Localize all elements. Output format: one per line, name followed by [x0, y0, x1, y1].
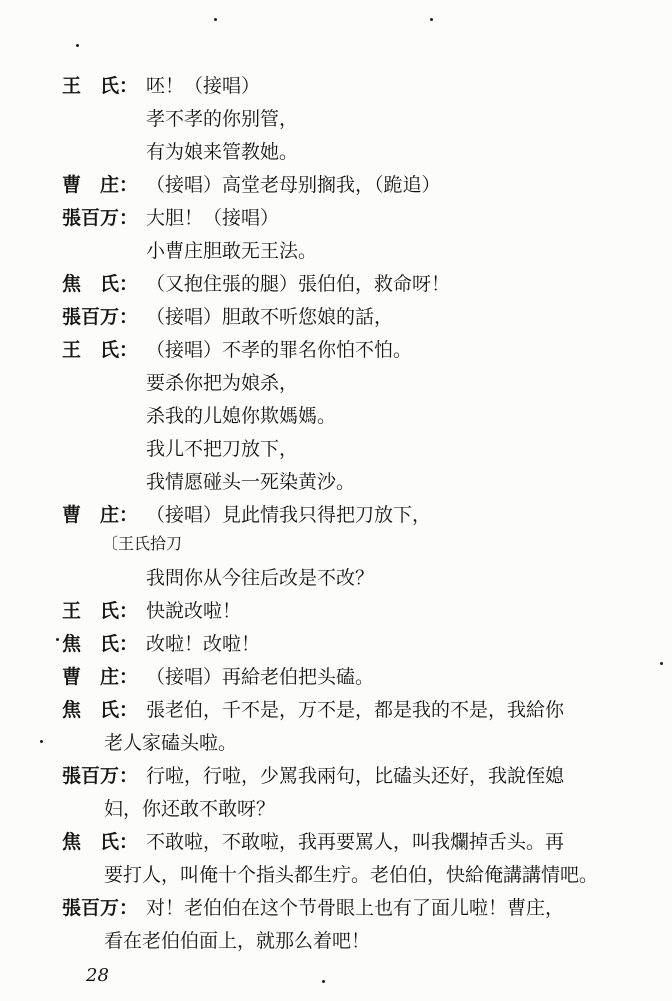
dialogue-line — [0, 301, 672, 333]
dialogue-line — [0, 400, 672, 432]
dialogue-text: （接唱）胆敢不听您娘的話， — [146, 306, 394, 328]
dialogue-continuation: 要打人，叫俺十个指头都生疔。老伯伯，快給俺講講情吧。 — [104, 864, 599, 886]
dialogue-line — [0, 760, 672, 792]
dialogue-line — [0, 433, 672, 465]
dialogue-line — [0, 334, 672, 366]
sung-verse: 孝不孝的你别管， — [146, 108, 299, 130]
dialogue-line — [0, 826, 672, 858]
sung-verse: 我情愿碰头一死染黄沙。 — [146, 471, 356, 493]
dialogue-line — [0, 628, 672, 660]
sung-verse: 杀我的儿媳你欺媽媽。 — [146, 405, 337, 427]
print-speck — [430, 18, 433, 21]
dialogue-text: 行啦，行啦，少罵我兩句，比磕头还好，我說侄媳 — [146, 765, 565, 787]
print-speck — [56, 638, 59, 641]
speaker-label: 張百万： — [62, 306, 139, 328]
sung-verse: 要杀你把为娘杀， — [146, 372, 299, 394]
stage-direction-line — [0, 528, 672, 560]
dialogue-line — [0, 892, 672, 924]
dialogue-line — [0, 466, 672, 498]
speaker-label: 焦 氏： — [62, 273, 139, 295]
dialogue-line — [0, 661, 672, 693]
sung-verse: 小曹庄胆敢无王法。 — [146, 240, 318, 262]
speaker-label: 曹 庄： — [62, 174, 139, 196]
dialogue-line — [0, 859, 672, 891]
dialogue-line — [0, 169, 672, 201]
speaker-label: 張百万： — [62, 765, 139, 787]
dialogue-text: 对！老伯伯在这个节骨眼上也有了面儿啦！曹庄， — [146, 897, 565, 919]
dialogue-line — [0, 595, 672, 627]
dialogue-text: （接唱）不孝的罪名你怕不怕。 — [146, 339, 413, 361]
dialogue-line — [0, 235, 672, 267]
dialogue-continuation: 老人家磕头啦。 — [104, 732, 238, 754]
dialogue-text: 大胆！（接唱） — [146, 207, 280, 229]
print-speck — [40, 740, 43, 743]
dialogue-continuation: 妇，你还敢不敢呀？ — [104, 798, 276, 820]
dialogue-text: 張老伯，千不是，万不是，都是我的不是，我給你 — [146, 699, 565, 721]
print-speck — [322, 980, 325, 983]
dialogue-line — [0, 562, 672, 594]
speaker-label: 焦 氏： — [62, 831, 139, 853]
speaker-label: 張百万： — [62, 207, 139, 229]
dialogue-line — [0, 727, 672, 759]
dialogue-text: （又抱住張的腿）張伯伯，救命呀！ — [146, 273, 451, 295]
dialogue-continuation: 看在老伯伯面上，就那么着吧！ — [104, 930, 371, 952]
sung-verse: 有为娘来管教她。 — [146, 141, 299, 163]
dialogue-line — [0, 367, 672, 399]
dialogue-text: 改啦！改啦！ — [146, 633, 261, 655]
dialogue-text: 呸！（接唱） — [146, 75, 261, 97]
dialogue-line — [0, 268, 672, 300]
dialogue-line — [0, 70, 672, 102]
dialogue-text: （接唱）高堂老母别搁我，（跪追） — [146, 174, 441, 196]
print-speck — [76, 44, 79, 47]
dialogue-line — [0, 202, 672, 234]
speaker-label: 張百万： — [62, 897, 139, 919]
dialogue-line — [0, 103, 672, 135]
dialogue-line — [0, 925, 672, 957]
speaker-label: 曹 庄： — [62, 666, 139, 688]
print-speck — [660, 662, 663, 665]
speaker-label: 曹 庄： — [62, 504, 139, 526]
dialogue-text: （接唱）再給老伯把头磕。 — [146, 666, 375, 688]
speaker-label: 王 氏： — [62, 75, 139, 97]
sung-verse: 我問你从今往后改是不改？ — [146, 567, 375, 589]
page-number: 28 — [86, 965, 109, 986]
stage-direction: 〔王氏拾刀 — [102, 534, 183, 553]
speaker-label: 焦 氏： — [62, 699, 139, 721]
print-speck — [214, 18, 217, 21]
dialogue-line — [0, 136, 672, 168]
dialogue-text: 快說改啦！ — [146, 600, 242, 622]
speaker-label: 王 氏： — [62, 339, 139, 361]
dialogue-line — [0, 793, 672, 825]
speaker-label: 焦 氏： — [62, 633, 139, 655]
dialogue-text: （接唱）見此情我只得把刀放下， — [146, 504, 432, 526]
sung-verse: 我儿不把刀放下， — [146, 438, 299, 460]
dialogue-text: 不敢啦，不敢啦，我再要罵人，叫我爛掉舌头。再 — [146, 831, 565, 853]
dialogue-line — [0, 694, 672, 726]
dialogue-line — [0, 499, 672, 531]
speaker-label: 王 氏： — [62, 600, 139, 622]
